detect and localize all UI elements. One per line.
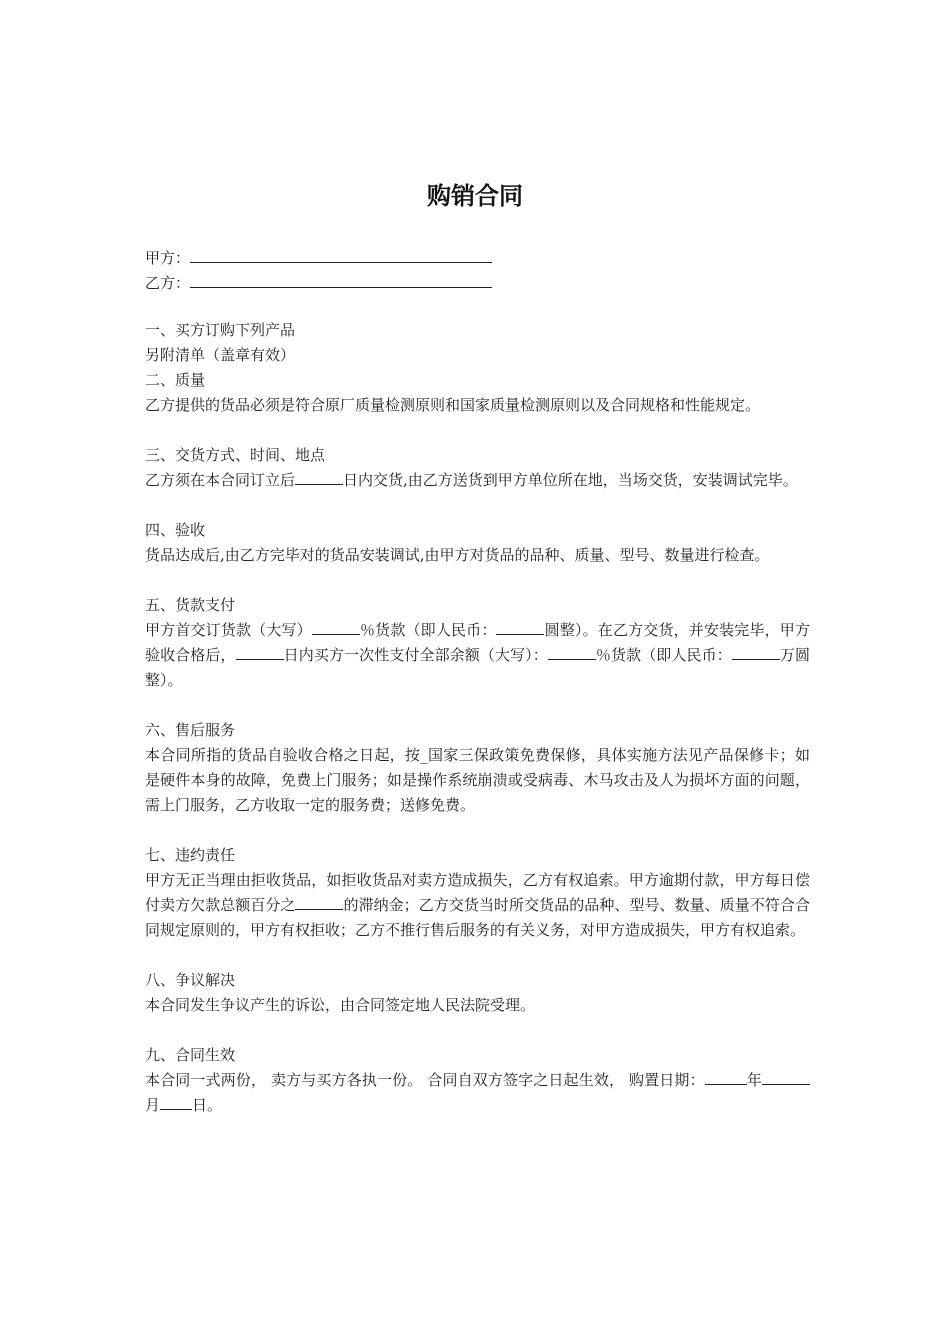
section-heading: 五、货款支付	[145, 596, 236, 614]
fill-blank	[295, 893, 343, 910]
section-heading: 四、验收	[145, 521, 206, 539]
section-payment	[145, 593, 810, 693]
section-heading: 九、合同生效	[145, 1046, 236, 1064]
section-delivery	[145, 443, 810, 493]
section-heading: 二、质量	[145, 371, 206, 389]
section-heading: 一、买方订购下列产品	[145, 321, 296, 339]
fill-blank	[236, 643, 284, 660]
section-text: 另附清单（盖章有效）	[145, 346, 296, 364]
section-text: 乙方须在本合同订立后 日内交货,由乙方送货到甲方单位所在地，当场交货，安装调试完毕。	[145, 468, 810, 493]
fill-blank	[732, 643, 780, 660]
section-dispute	[145, 968, 810, 1018]
section-text: 乙方提供的货品必须是符合原厂质量检测原则和国家质量检测原则以及合同规格和性能规定。	[145, 396, 761, 414]
fill-blank	[496, 618, 544, 635]
party-b-label: 乙方：	[145, 274, 191, 292]
document-title: 购销合同	[427, 182, 523, 210]
section-heading: 六、售后服务	[145, 721, 236, 739]
party-a-label: 甲方：	[145, 249, 191, 267]
section-heading: 八、争议解决	[145, 971, 236, 989]
party-b-line	[145, 270, 805, 295]
section-text: 本合同发生争议产生的诉讼，由合同签定地人民法院受理。	[145, 996, 536, 1014]
fill-blank-day	[160, 1093, 192, 1110]
section-text: 本合同一式两份， 卖方与买方各执一份。 合同自双方签字之日起生效， 购置日期： 年月 日。	[145, 1068, 810, 1118]
fill-blank	[548, 643, 596, 660]
section-text: 本合同所指的货品自验收合格之日起，按_国家三保政策免费保修，具体实施方法见产品保修卡；如是硬件本身的故障，免费上门服务；如是操作系统崩溃或受病毒、木马攻击及人为损坏方面的问题，需上门服务，乙方收取一定的服务费；送修免费。	[145, 746, 810, 814]
section-text: 甲方无正当理由拒收货品，如拒收货品对卖方造成损失，乙方有权追索。甲方逾期付款，甲方每日偿付卖方欠款总额百分之 的滞纳金；乙方交货当时所交货品的品种、型号、数量、质量不符合合同规定原则的，甲方有权拒收；乙方不推行售后服务的有关义务，对甲方造成损失，甲方有权追索。	[145, 871, 810, 939]
section-effective	[145, 1043, 810, 1118]
section-text: 货品达成后,由乙方完毕对的货品安装调试,由甲方对货品的品种、质量、型号、数量进行检查。	[145, 546, 770, 564]
fill-blank	[312, 618, 360, 635]
section-heading: 三、交货方式、时间、地点	[145, 446, 326, 464]
section-after-sales	[145, 718, 810, 818]
party-a-line	[145, 245, 805, 270]
section-acceptance	[145, 518, 810, 568]
fill-blank-year	[705, 1068, 747, 1085]
contract-body	[145, 318, 810, 1118]
fill-blank	[295, 468, 343, 485]
section-heading: 七、违约责任	[145, 846, 236, 864]
fill-blank-month	[762, 1068, 810, 1085]
section-products	[145, 318, 810, 368]
parties-block	[145, 245, 805, 295]
section-liability	[145, 843, 810, 943]
section-quality	[145, 368, 810, 418]
party-b-blank	[190, 270, 492, 288]
section-text: 甲方首交订货款（大写） ％货款（即人民币： 圆整）。在乙方交货，并安装完毕，甲方验收合格后， 日内买方一次性支付全部余额（大写）： ％货款（即人民币： 万圆整）。	[145, 618, 810, 693]
party-a-blank	[190, 245, 492, 263]
